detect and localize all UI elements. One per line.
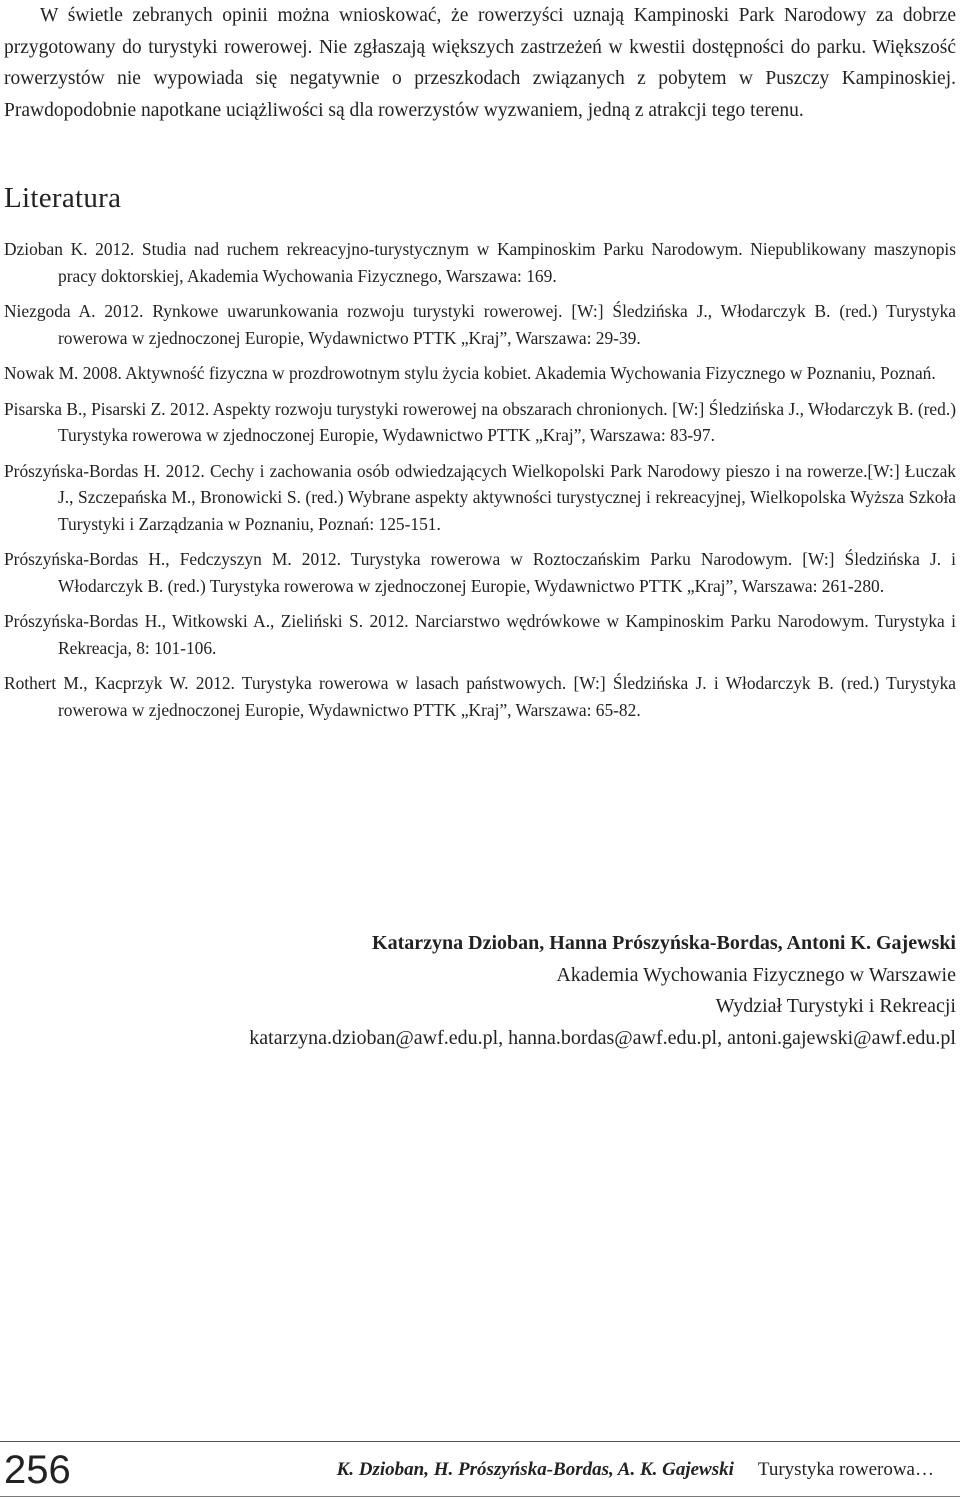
footer-divider [0, 1441, 960, 1442]
running-footer-authors: K. Dzioban, H. Prószyńska-Bordas, A. K. Gajewski [336, 1459, 734, 1480]
reference-list [4, 236, 956, 732]
reference-item: Pisarska B., Pisarski Z. 2012. Aspekty rozwoju turystyki rowerowej na obszarach chronionych. [W:] Śledzińska J., Włodarczyk B. (red.) Turystyka rowerowa w zjednoczonej Europie, Wydawnictwo PTTK „Kraj”, Warszawa: 83-97. [4, 398, 956, 445]
reference-item: Niezgoda A. 2012. Rynkowe uwarunkowania rozwoju turystyki rowerowej. [W:] Śledzińska J., Włodarczyk B. (red.) Turystyka rowerowa w zjednoczonej Europie, Wydawnictwo PTTK „Kraj”, Warszawa: 29-39. [4, 301, 956, 348]
page-number: 256 [4, 1448, 71, 1492]
running-footer [337, 1459, 934, 1481]
author-institution: Akademia Wychowania Fizycznego w Warszawie [556, 963, 956, 986]
running-footer-title: Turystyka rowerowa… [757, 1459, 934, 1480]
reference-item: Dzioban K. 2012. Studia nad ruchem rekreacyjno-turystycznym w Kampinoskim Parku Narodowym. Niepublikowany maszynopis pracy doktorskiej, Akademia Wychowania Fizycznego, Warszawa: 169. [4, 239, 956, 286]
author-department: Wydział Turystyki i Rekreacji [715, 995, 956, 1017]
footer-bottom-rule [0, 1496, 960, 1497]
reference-item: Nowak M. 2008. Aktywność fizyczna w prozdrowotnym stylu życia kobiet. Akademia Wychowania Fizycznego w Poznaniu, Poznań. [4, 363, 936, 383]
literature-heading: Literatura [4, 182, 122, 214]
author-names: Katarzyna Dzioban, Hanna Prószyńska-Bordas, Antoni K. Gajewski [372, 932, 956, 954]
reference-item: Prószyńska-Bordas H., Witkowski A., Zieliński S. 2012. Narciarstwo wędrówkowe w Kampinoskim Parku Narodowym. Turystyka i Rekreacja, 8: 101-106. [4, 611, 956, 658]
author-emails: katarzyna.dzioban@awf.edu.pl, hanna.bordas@awf.edu.pl, antoni.gajewski@awf.edu.pl [249, 1026, 956, 1049]
author-block [4, 928, 956, 1054]
reference-item: Prószyńska-Bordas H. 2012. Cechy i zachowania osób odwiedzających Wielkopolski Park Narodowy pieszo i na rowerze.[W:] Łuczak J., Szczepańska M., Bronowicki S. (red.) Wybrane aspekty aktywności turystycznej i rekreacyjnej, Wielkopolska Wyższa Szkoła Turystyki i Zarządzania w Poznaniu, Poznań: 125-151. [4, 460, 956, 534]
reference-item: Prószyńska-Bordas H., Fedczyszyn M. 2012. Turystyka rowerowa w Roztoczańskim Parku Narodowym. [W:] Śledzińska J. i Włodarczyk B. (red.) Turystyka rowerowa w zjednoczonej Europie, Wydawnictwo PTTK „Kraj”, Warszawa: 261-280. [4, 549, 956, 596]
intro-paragraph: W świetle zebranych opinii można wnioskować, że rowerzyści uznają Kampinoski Park Narodowy za dobrze przygotowany do turystyki rowerowej. Nie zgłaszają większych zastrzeżeń w kwestii dostępności do parku. Większość rowerzystów nie wypowiada się negatywnie o przeszkodach związanych z pobytem w Puszczy Kampinoskiej. Prawdopodobnie napotkane uciążliwości są dla rowerzystów wyzwaniem, jedną z atrakcji tego terenu. [4, 5, 956, 121]
reference-item: Rothert M., Kacprzyk W. 2012. Turystyka rowerowa w lasach państwowych. [W:] Śledzińska J. i Włodarczyk B. (red.) Turystyka rowerowa w zjednoczonej Europie, Wydawnictwo PTTK „Kraj”, Warszawa: 65-82. [4, 673, 956, 720]
